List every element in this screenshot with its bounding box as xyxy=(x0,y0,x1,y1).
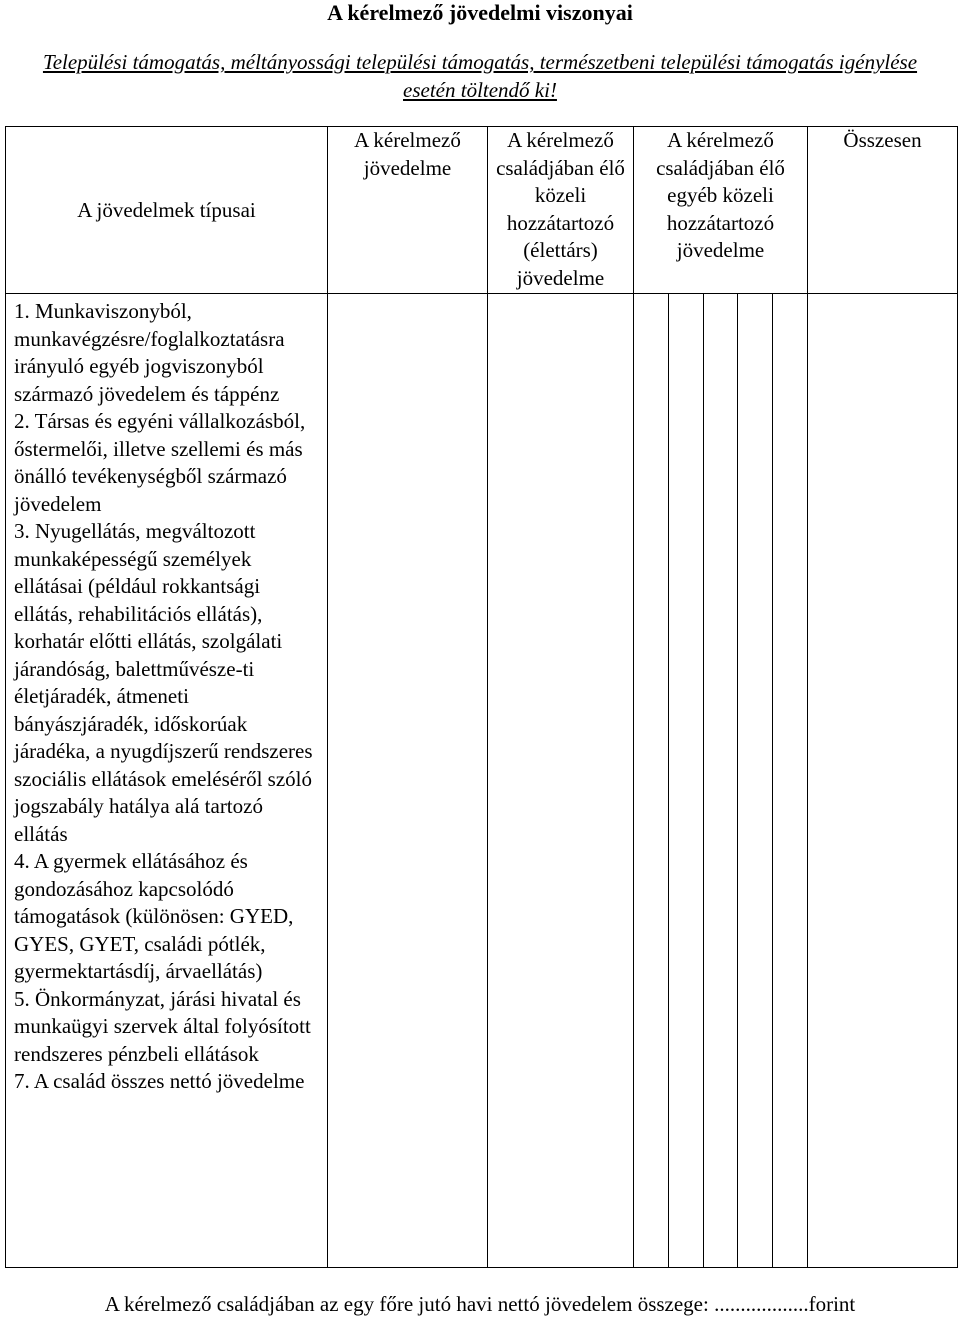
income-type-7: 7. A család összes nettó jövedelme xyxy=(14,1069,305,1093)
subcolumn[interactable] xyxy=(634,294,669,1267)
page-subtitle: Települési támogatás, méltányossági települési támogatás, természetbeni települési támogatás igénylése esetén töltendő ki! xyxy=(42,50,918,102)
income-type-2: 2. Társas és egyéni vállalkozásból, őstermelői, illetve szellemi és más önálló tevékenységből származó jövedelem xyxy=(14,409,306,516)
header-total: Összesen xyxy=(808,127,958,294)
subcolumn[interactable] xyxy=(704,294,739,1267)
partner-income-input-cell[interactable] xyxy=(488,294,634,1268)
header-applicant-income: A kérelmező jövedelme xyxy=(328,127,488,294)
income-type-4: 4. A gyermek ellátásához és gondozásához kapcsolódó támogatások (különösen: GYED, GYES, GYET, családi pótlék, gyermektartásdíj, árvaellátás) xyxy=(14,849,294,983)
total-input-cell[interactable] xyxy=(808,294,958,1268)
other-relative-subcolumns xyxy=(634,294,807,1267)
table-header-row xyxy=(6,127,958,294)
page-title: A kérelmező jövedelmi viszonyai xyxy=(327,0,633,25)
header-other-relative-income: A kérelmező családjában élő egyéb közeli hozzátartozó jövedelme xyxy=(634,127,808,294)
subcolumn[interactable] xyxy=(738,294,773,1267)
income-table xyxy=(5,126,958,1268)
table-body-row xyxy=(6,294,958,1268)
subcolumn[interactable] xyxy=(773,294,807,1267)
per-capita-income-line: A kérelmező családjában az egy főre jutó havi nettó jövedelem összege: ..................forint xyxy=(104,1292,856,1316)
income-type-5: 5. Önkormányzat, járási hivatal és munkaügyi szervek által folyósított rendszeres pénzbeli ellátások xyxy=(14,986,311,1066)
income-type-1: 1. Munkaviszonyból, munkavégzésre/foglalkoztatásra irányuló egyéb jogviszonyból származó jövedelem és táppénz xyxy=(14,299,285,406)
header-income-types: A jövedelmek típusai xyxy=(6,127,328,294)
subcolumn[interactable] xyxy=(669,294,704,1267)
header-partner-income: A kérelmező családjában élő közeli hozzátartozó (élettárs) jövedelme xyxy=(488,127,634,294)
income-types-cell xyxy=(6,294,328,1268)
income-type-3: 3. Nyugellátás, megváltozott munkaképességű személyek ellátásai (például rokkantsági ellátás, rehabilitációs ellátás), korhatár előtti ellátás, szolgálati járandóság, balettművésze-ti életjáradék, átmeneti bányászjáradék, időskorúak járadéka, a nyugdíjszerű rendszeres szociális ellátások emeléséről szóló jogszabály hatálya alá tartozó ellátás xyxy=(14,519,313,846)
other-relative-income-input-cell[interactable] xyxy=(634,294,808,1268)
applicant-income-input-cell[interactable] xyxy=(328,294,488,1268)
